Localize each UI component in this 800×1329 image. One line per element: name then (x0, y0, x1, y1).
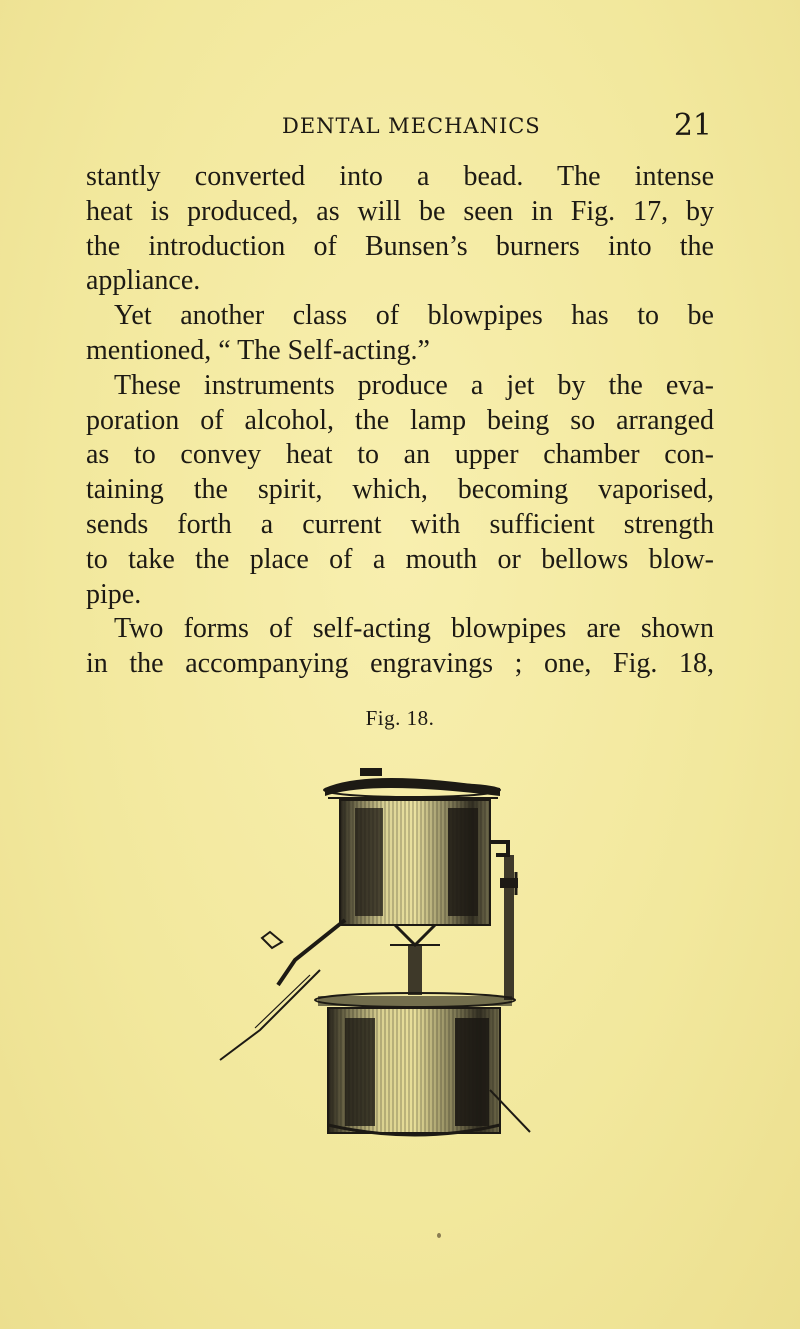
side-pipe (490, 842, 518, 1000)
body-text (86, 160, 714, 682)
paragraph-2 (86, 299, 714, 369)
text-line: appliance. (86, 265, 201, 297)
text-line: as to convey heat to an upper chamber con- (86, 439, 714, 471)
upper-chamber (340, 800, 490, 925)
text-line: taining the spirit, which, becoming vaporised, (86, 474, 714, 506)
connecting-neck (390, 925, 440, 995)
text-line: mentioned, “ The Self-acting.” (86, 334, 430, 366)
text-line: poration of alcohol, the lamp being so arranged (86, 404, 714, 436)
text-line: These instruments produce a jet by the eva- (114, 369, 714, 401)
paragraph-3 (86, 369, 714, 613)
blowpipe-engraving (200, 760, 570, 1145)
running-head (86, 108, 714, 148)
paragraph-1 (86, 160, 714, 299)
text-line: in the accompanying engravings ; one, Fig. 18, (86, 648, 714, 680)
figure-caption: Fig. 18. (365, 706, 435, 730)
text-line: pipe. (86, 578, 142, 610)
text-line: to take the place of a mouth or bellows blow- (86, 543, 714, 575)
text-line: the introduction of Bunsen’s burners into the (86, 230, 714, 262)
lamp-base (315, 993, 530, 1135)
text-line: Two forms of self-acting blowpipes are shown (114, 613, 714, 645)
blowpipe-nozzle (220, 920, 345, 1060)
ink-speck (437, 1233, 441, 1238)
text-line: sends forth a current with sufficient strength (86, 508, 714, 540)
paragraph-4 (86, 612, 714, 682)
text-line: heat is produced, as will be seen in Fig. 17, by (86, 195, 714, 227)
text-line: stantly converted into a bead. The intense (86, 161, 714, 192)
running-title: DENTAL MECHANICS (282, 114, 541, 138)
reservoir-lid (324, 768, 500, 798)
page-number: 21 (673, 108, 712, 143)
text-line: Yet another class of blowpipes has to be (114, 300, 714, 332)
